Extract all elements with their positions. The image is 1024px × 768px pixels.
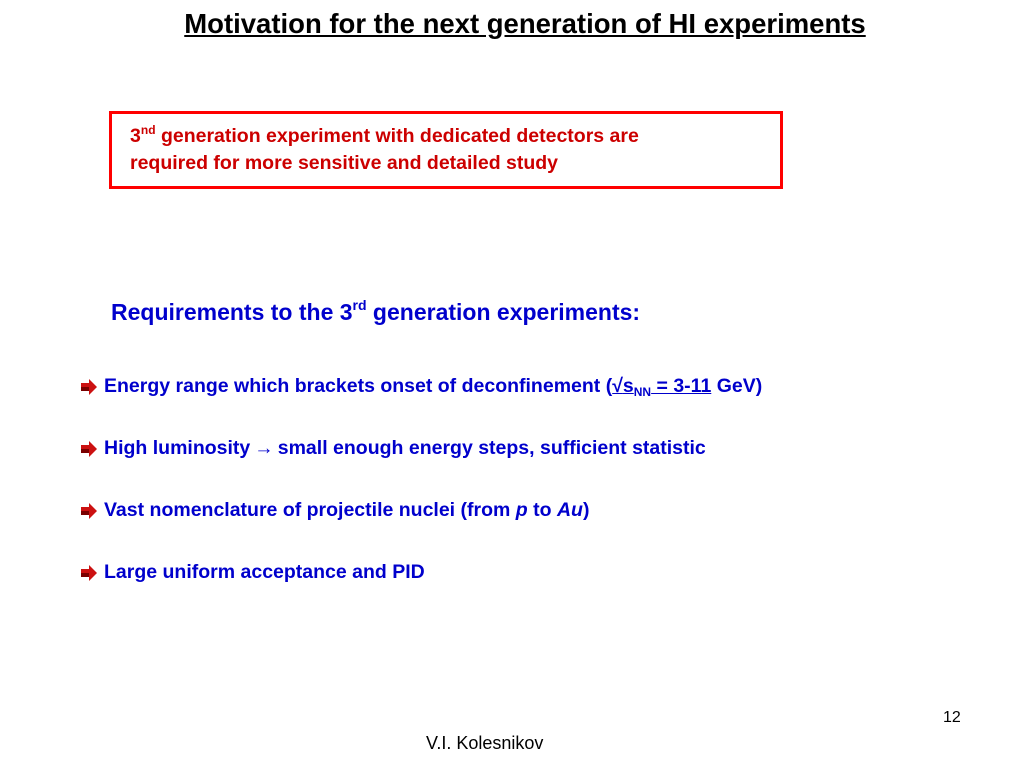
callout-box bbox=[109, 111, 783, 189]
bullet-text bbox=[104, 499, 589, 522]
requirements-pre: Requirements to the 3 bbox=[111, 299, 353, 325]
footer-author: V.I. Kolesnikov bbox=[426, 733, 544, 753]
callout-sup: nd bbox=[140, 123, 156, 137]
requirements-sup: rd bbox=[352, 297, 367, 313]
bullet-1-pre: Energy range which brackets onset of deconfinement ( bbox=[104, 375, 613, 397]
gold-symbol: Au bbox=[556, 499, 583, 521]
sqrt-snn bbox=[612, 375, 711, 397]
bullet-text: Large uniform acceptance and PID bbox=[104, 561, 425, 583]
page-number: 12 bbox=[943, 709, 961, 726]
bullet-3-post: ) bbox=[582, 499, 590, 521]
arrow-bullet-icon bbox=[80, 441, 98, 457]
bullet-2-post: small enough energy steps, sufficient statistic bbox=[277, 437, 706, 459]
callout-num: 3 bbox=[130, 125, 141, 147]
bullet-3-pre: Vast nomenclature of projectile nuclei (from bbox=[104, 499, 516, 521]
bullet-text bbox=[104, 437, 706, 460]
arrow-bullet-icon bbox=[80, 503, 98, 519]
bullet-3-mid: to bbox=[527, 499, 557, 521]
s-symbol: s bbox=[622, 375, 634, 397]
sqrt-symbol: √ bbox=[612, 375, 623, 397]
proton-symbol: p bbox=[515, 499, 528, 521]
arrow-bullet-icon bbox=[80, 379, 98, 395]
callout-text bbox=[130, 123, 780, 177]
energy-range-value: = 3-11 bbox=[651, 375, 712, 397]
callout-line1: generation experiment with dedicated detectors are bbox=[155, 125, 639, 147]
requirements-post: generation experiments: bbox=[366, 299, 641, 325]
bullet-2-pre: High luminosity bbox=[104, 437, 251, 459]
requirements-heading bbox=[111, 299, 640, 326]
right-arrow-icon: → bbox=[254, 437, 274, 459]
arrow-bullet-icon bbox=[80, 565, 98, 581]
bullet-text bbox=[104, 375, 762, 398]
nn-subscript: NN bbox=[633, 385, 652, 399]
slide-title: Motivation for the next generation of HI experiments bbox=[184, 8, 866, 39]
bullet-1-post: GeV) bbox=[711, 375, 763, 397]
callout-line2: required for more sensitive and detailed study bbox=[130, 152, 559, 174]
